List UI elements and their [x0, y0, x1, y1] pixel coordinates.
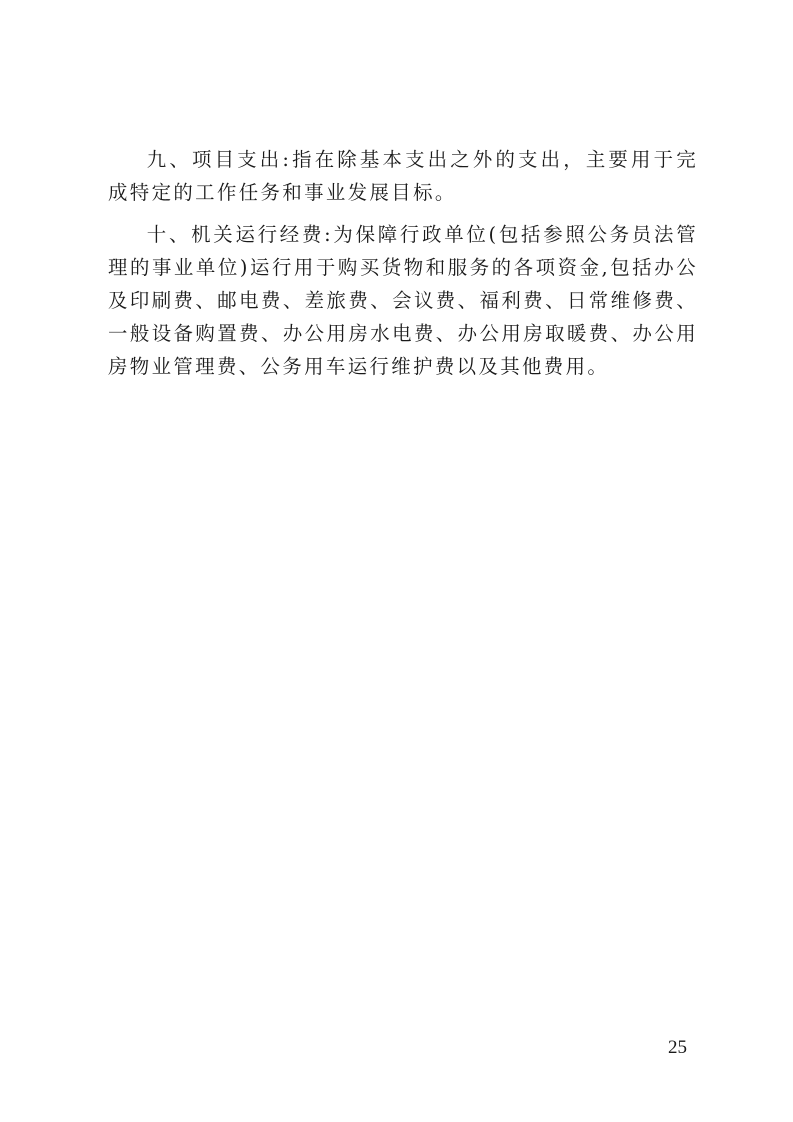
- document-body: [108, 143, 698, 392]
- paragraph-project-expenditure: 九、项目支出:指在除基本支出之外的支出，主要用于完成特定的工作任务和事业发展目标。: [108, 148, 698, 204]
- page-number: 25: [668, 1037, 687, 1058]
- paragraph-operating-expenses: 十、机关运行经费:为保障行政单位(包括参照公务员法管理的事业单位)运行用于购买货物和服务的各项资金,包括办公及印刷费、邮电费、差旅费、会议费、福利费、日常维修费、一般设备购置费、办公用房水电费、办公用房取暖费、办公用房物业管理费、公务用车运行维护费以及其他费用。: [108, 223, 698, 378]
